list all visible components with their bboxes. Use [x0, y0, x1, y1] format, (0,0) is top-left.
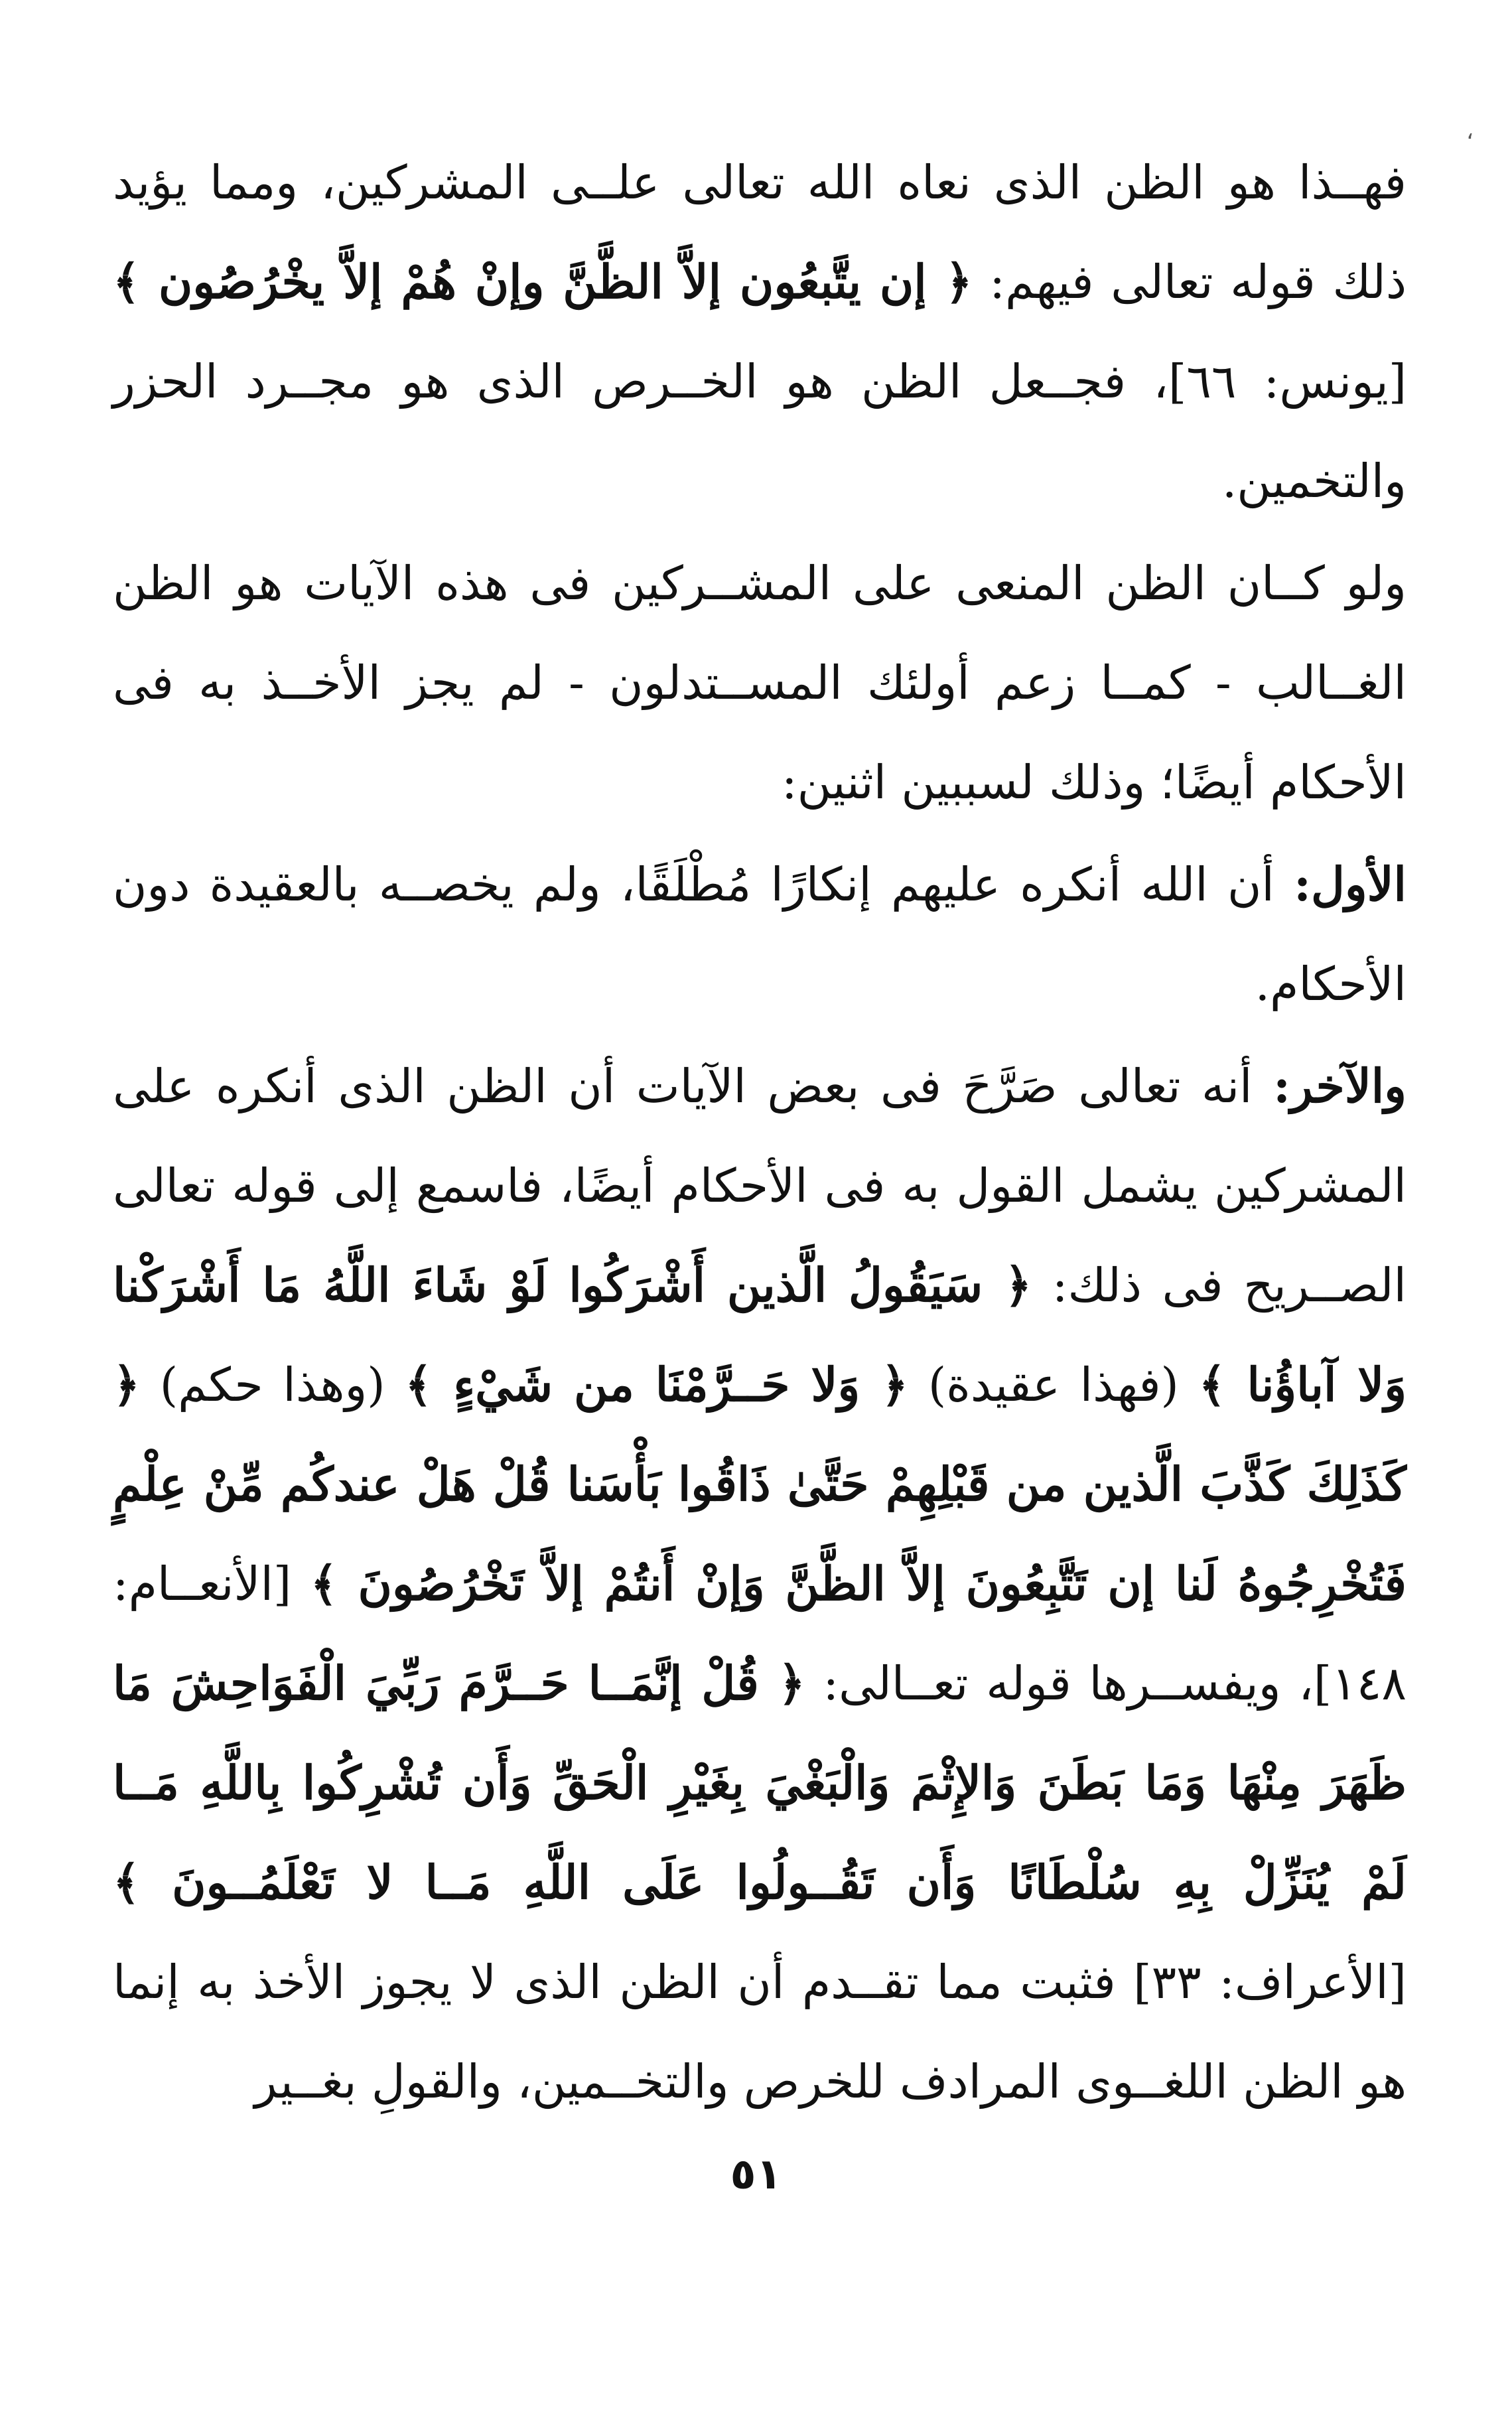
paragraph	[113, 835, 1407, 1034]
text-segment: [الأعراف: ٣٣] فثبت مما تقــدم أن الظن الذى لا يجوز الأخذ به إنما هو الظن اللغــوى المرادف للخرص والتخــمين، والقولِ بغــير	[113, 1955, 1407, 2109]
text-segment: [الأنعــام: ١٤٨]، ويفســرها قوله تعــالى:	[113, 1557, 1407, 1711]
quran-verse: ﴿ كَذَلِكَ كَذَّبَ الَّذين من قَبْلِهِمْ حَتَّىٰ ذَاقُوا بَأْسَنا قُلْ هَلْ عندكُم مِّنْ عِلْمٍ فَتُخْرِجُوهُ لَنا إن تَتَّبِعُونَ إلاَّ الظَّنَّ وَإنْ أَنتُمْ إلاَّ تَخْرُصُونَ ﴾	[113, 1357, 1407, 1611]
paragraph	[113, 1037, 1407, 2131]
section-label: والآخر:	[1273, 1058, 1407, 1113]
text-segment: (وهذا حكم)	[140, 1358, 405, 1412]
body-text	[113, 133, 1407, 2131]
quran-verse: ﴿ إن يتَّبعُون إلاَّ الظَّنَّ وإنْ هُمْ إلاَّ يخْرُصُون ﴾	[113, 254, 973, 309]
quran-verse: ﴿ سَيَقُولُ الَّذين أَشْرَكُوا لَوْ شَاءَ اللَّهُ مَا أَشْرَكْنا وَلا آباؤُنا ﴾	[113, 1257, 1407, 1412]
paragraph	[113, 534, 1407, 832]
text-segment: (فهذا عقيدة)	[908, 1358, 1199, 1412]
text-segment: ولو كــان الظن المنعى على المشــركين فى هذه الآيات هو الظن الغــالب - كمــا زعم أولئك المســتدلون - لم يجز الأخــذ به فى الأحكام أيضًا؛ وذلك لسببين اثنين:	[113, 556, 1407, 810]
text-segment: [يونس: ٦٦]، فجــعل الظن هو الخــرص الذى هو مجــرد الحزر والتخمين.	[113, 354, 1407, 508]
quran-verse: ﴿ وَلا حَــرَّمْنَا من شَيْءٍ ﴾	[405, 1357, 909, 1412]
paragraph	[113, 133, 1407, 531]
text-segment: أنه تعالى صَرَّحَ فى بعض الآيات أن الظن الذى أنكره على المشركين يشمل القول به فى الأحكام أيضًا، فاسمع إلى قوله تعالى الصــريح فى ذلك:	[113, 1059, 1407, 1313]
section-label: الأول:	[1294, 857, 1407, 912]
quran-verse: ﴿ قُلْ إنَّمَــا حَــرَّمَ رَبِّيَ الْفَوَاحِشَ مَا ظَهَرَ مِنْهَا وَمَا بَطَنَ وَالإِثْمَ وَالْبَغْيَ بِغَيْرِ الْحَقِّ وَأَن تُشْرِكُوا بِاللَّهِ مَــا لَمْ يُنَزِّلْ بِهِ سُلْطَانًا وَأَن تَقُــولُوا عَلَى اللَّهِ مَــا لا تَعْلَمُــونَ ﴾	[113, 1656, 1407, 1910]
text-segment: أن الله أنكره عليهم إنكارًا مُطْلَقًا، ولم يخصــه بالعقيدة دون الأحكام.	[113, 857, 1407, 1011]
corner-mark: ،	[1466, 118, 1474, 145]
text-segment: فهــذا هو الظن الذى نعاه الله تعالى علــى المشركين، ومما يؤيد ذلك قوله تعالى فيهم:	[113, 155, 1407, 309]
page-number: ٥١	[730, 2150, 782, 2199]
